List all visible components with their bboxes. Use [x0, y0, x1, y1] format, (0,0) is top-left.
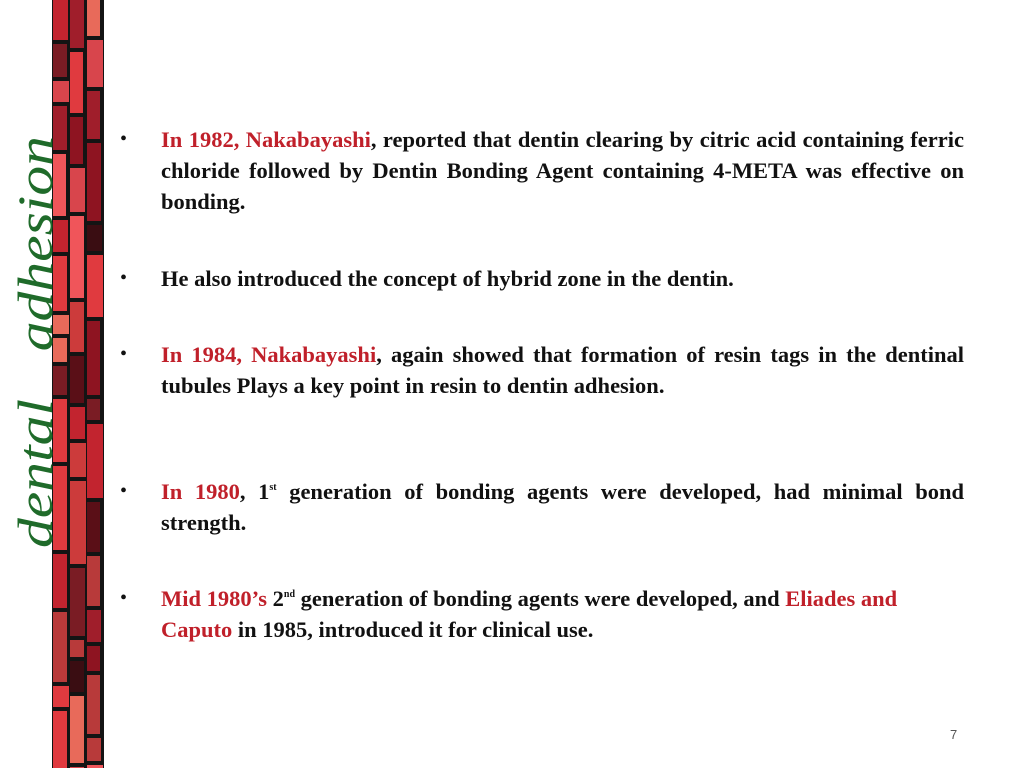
body-text: , again showed that formation of resin tags in the dentinal tubules Plays a key point in resin to dentin adhesion. [161, 342, 964, 398]
mosaic-tile [70, 661, 84, 692]
highlight-text: In 1980 [161, 479, 240, 504]
highlight-text: In 1984, Nakabayashi [161, 342, 377, 367]
sidebar-title [0, 0, 66, 768]
mosaic-tile [87, 738, 101, 761]
page-number: 7 [950, 727, 958, 742]
mosaic-tile [70, 216, 84, 298]
mosaic-tile [87, 225, 102, 251]
body-text: st [269, 482, 277, 493]
mosaic-tile [70, 356, 84, 403]
bullet-item [118, 339, 964, 401]
mosaic-tile [87, 502, 100, 552]
mosaic-tile [87, 143, 101, 221]
bullet-item [118, 476, 964, 538]
sidebar-title-word: adhesion [7, 170, 63, 352]
mosaic-tile [87, 399, 100, 420]
mosaic-tile [87, 646, 100, 671]
bullet-item [118, 583, 964, 645]
mosaic-tile [87, 0, 100, 36]
mosaic-tile [70, 481, 86, 564]
mosaic-tile [70, 117, 83, 164]
sidebar-title-text [7, 136, 63, 548]
mosaic-tile [70, 302, 84, 352]
mosaic-tile [87, 255, 103, 317]
highlight-text: Eliades and Caputo [161, 586, 898, 642]
bullet-marker: • [120, 587, 128, 609]
bullet-marker: • [120, 480, 128, 502]
body-text: generation of bonding agents were developed, had minimal bond strength. [161, 479, 965, 535]
highlight-text: In 1982, Nakabayashi [161, 127, 371, 152]
mosaic-tile [70, 0, 84, 48]
mosaic-tile [87, 556, 100, 606]
mosaic-tile [70, 640, 84, 657]
body-text: , 1 [239, 479, 270, 504]
mosaic-tile [70, 407, 85, 439]
bullet-marker: • [120, 128, 128, 150]
mosaic-tile [70, 168, 85, 212]
bullet-marker: • [120, 343, 128, 365]
bullet-item [118, 263, 964, 294]
bullet-marker: • [120, 267, 128, 289]
mosaic-tile [87, 675, 100, 734]
mosaic-tile [70, 696, 84, 763]
sidebar-title-word: dental [7, 423, 63, 548]
mosaic-tile [70, 443, 86, 477]
highlight-text: Mid 1980’s [161, 586, 273, 611]
mosaic-tile [87, 40, 103, 87]
body-text: generation of bonding agents were developed, and [295, 586, 786, 611]
body-text: He also introduced the concept of hybrid zone in the dentin. [161, 266, 734, 291]
body-text: in 1985, introduced it for clinical use. [232, 617, 594, 642]
body-text: nd [283, 589, 296, 600]
mosaic-tile [87, 91, 100, 139]
body-text: 2 [272, 586, 284, 611]
mosaic-tile [87, 424, 103, 498]
bullet-item [118, 124, 964, 217]
body-text: , reported that dentin clearing by citric acid containing ferric chloride followed by Dentin Bonding Agent containing 4-META was effective on bonding. [161, 127, 964, 214]
mosaic-tile [87, 321, 100, 395]
mosaic-tile [70, 52, 83, 113]
mosaic-tile [70, 568, 85, 636]
mosaic-tile [87, 610, 101, 642]
